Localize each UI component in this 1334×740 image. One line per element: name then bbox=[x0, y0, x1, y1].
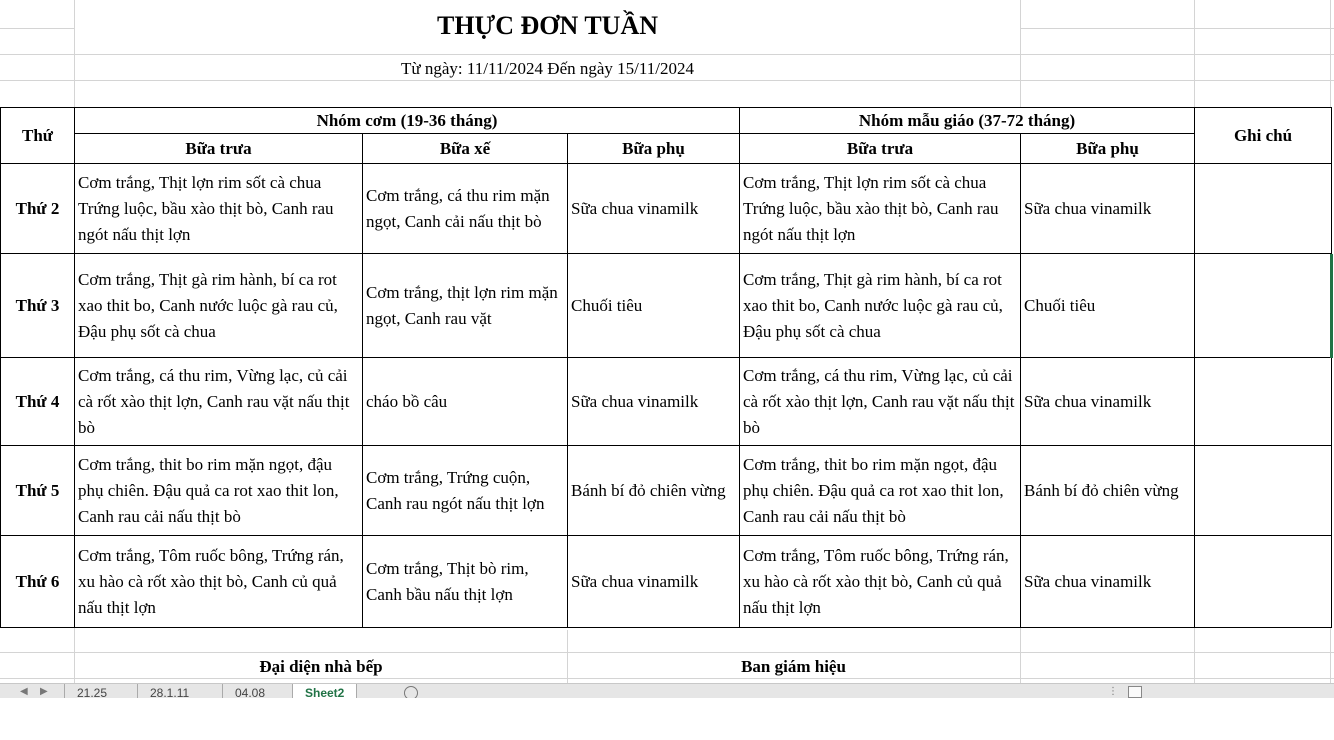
g2-snack-cell[interactable]: Sữa chua vinamilk bbox=[1021, 358, 1195, 446]
weekly-menu-table bbox=[0, 107, 1332, 628]
g1-lunch-cell[interactable]: Cơm trắng, cá thu rim, Vừng lạc, củ cải cà rốt xào thịt lợn, Canh rau vặt nấu thịt bò bbox=[75, 358, 363, 446]
selection-indicator bbox=[1330, 254, 1333, 358]
subheader-g2-snack[interactable]: Bữa phụ bbox=[1021, 134, 1195, 164]
g2-lunch-cell[interactable]: Cơm trắng, thit bo rim mặn ngọt, đậu phụ chiên. Đậu quả ca rot xao thit lon, Canh rau cải nấu thịt bò bbox=[740, 446, 1021, 536]
note-cell[interactable] bbox=[1195, 164, 1332, 254]
g1-afternoon-cell[interactable]: cháo bồ câu bbox=[363, 358, 568, 446]
g1-lunch-cell[interactable]: Cơm trắng, thit bo rim mặn ngọt, đậu phụ chiên. Đậu quả ca rot xao thit lon, Canh rau cải nấu thịt bò bbox=[75, 446, 363, 536]
g1-lunch-cell[interactable]: Cơm trắng, Thịt lợn rim sốt cà chua Trứng luộc, bầu xào thịt bò, Canh rau ngót nấu thịt lợn bbox=[75, 164, 363, 254]
g2-lunch-cell[interactable]: Cơm trắng, cá thu rim, Vừng lạc, củ cải cà rốt xào thịt lợn, Canh rau vặt nấu thịt bò bbox=[740, 358, 1021, 446]
g1-afternoon-cell[interactable]: Cơm trắng, Trứng cuộn, Canh rau ngót nấu thịt lợn bbox=[363, 446, 568, 536]
g1-lunch-cell[interactable]: Cơm trắng, Thịt gà rim hành, bí ca rot xao thit bo, Canh nước luộc gà rau củ, Đậu phụ sốt cà chua bbox=[75, 254, 363, 358]
day-cell[interactable]: Thứ 6 bbox=[1, 536, 75, 628]
table-row bbox=[1, 536, 1332, 628]
g2-snack-cell[interactable]: Chuối tiêu bbox=[1021, 254, 1195, 358]
day-cell[interactable]: Thứ 5 bbox=[1, 446, 75, 536]
table-row bbox=[1, 164, 1332, 254]
g1-afternoon-cell[interactable]: Cơm trắng, cá thu rim mặn ngọt, Canh cải nấu thịt bò bbox=[363, 164, 568, 254]
subheader-g1-snack[interactable]: Bữa phụ bbox=[568, 134, 740, 164]
g1-snack-cell[interactable]: Sữa chua vinamilk bbox=[568, 536, 740, 628]
g2-snack-cell[interactable]: Bánh bí đỏ chiên vừng bbox=[1021, 446, 1195, 536]
scroll-tabs-right-icon[interactable]: ▶ bbox=[40, 686, 48, 697]
g1-snack-cell[interactable]: Chuối tiêu bbox=[568, 254, 740, 358]
sheet-tab-28-1-11[interactable]: 28.1.11 bbox=[137, 684, 201, 698]
group1-header[interactable]: Nhóm cơm (19-36 tháng) bbox=[75, 108, 740, 134]
subheader-g1-lunch[interactable]: Bữa trưa bbox=[75, 134, 363, 164]
note-cell[interactable] bbox=[1195, 358, 1332, 446]
note-header[interactable]: Ghi chú bbox=[1195, 108, 1332, 164]
g2-snack-cell[interactable]: Sữa chua vinamilk bbox=[1021, 536, 1195, 628]
subheader-g2-lunch[interactable]: Bữa trưa bbox=[740, 134, 1021, 164]
plus-circle-icon[interactable] bbox=[404, 686, 418, 698]
note-cell[interactable] bbox=[1195, 446, 1332, 536]
subheader-g1-afternoon[interactable]: Bữa xế bbox=[363, 134, 568, 164]
note-cell[interactable] bbox=[1195, 254, 1332, 358]
g1-snack-cell[interactable]: Sữa chua vinamilk bbox=[568, 358, 740, 446]
board-signature: Ban giám hiệu bbox=[741, 657, 846, 676]
g1-snack-cell[interactable]: Sữa chua vinamilk bbox=[568, 164, 740, 254]
g1-afternoon-cell[interactable]: Cơm trắng, Thịt bò rim, Canh bầu nấu thịt lợn bbox=[363, 536, 568, 628]
g2-lunch-cell[interactable]: Cơm trắng, Thịt gà rim hành, bí ca rot xao thit bo, Canh nước luộc gà rau củ, Đậu phụ sốt cà chua bbox=[740, 254, 1021, 358]
day-header[interactable]: Thứ bbox=[1, 108, 75, 164]
note-cell[interactable] bbox=[1195, 536, 1332, 628]
g1-afternoon-cell[interactable]: Cơm trắng, thịt lợn rim mặn ngọt, Canh rau vặt bbox=[363, 254, 568, 358]
sheet-tab-21-25[interactable]: 21.25 bbox=[64, 684, 119, 698]
gridline bbox=[0, 54, 1334, 55]
g1-snack-cell[interactable]: Bánh bí đỏ chiên vừng bbox=[568, 446, 740, 536]
day-cell[interactable]: Thứ 2 bbox=[1, 164, 75, 254]
sheet-tab-04-08[interactable]: 04.08 bbox=[222, 684, 277, 698]
kitchen-signature: Đại diện nhà bếp bbox=[259, 657, 383, 676]
table-row bbox=[1, 358, 1332, 446]
table-row bbox=[1, 446, 1332, 536]
g2-lunch-cell[interactable]: Cơm trắng, Tôm ruốc bông, Trứng rán, xu hào cà rốt xào thịt bò, Canh củ quả nấu thịt lợn bbox=[740, 536, 1021, 628]
more-options-icon[interactable]: ⋮ bbox=[1108, 686, 1118, 697]
date-range: Từ ngày: 11/11/2024 Đến ngày 15/11/2024 bbox=[401, 59, 694, 78]
g1-lunch-cell[interactable]: Cơm trắng, Tôm ruốc bông, Trứng rán, xu hào cà rốt xào thịt bò, Canh củ quả nấu thịt lợn bbox=[75, 536, 363, 628]
sheet-tab-sheet2[interactable]: Sheet2 bbox=[292, 684, 357, 698]
page-title: THỰC ĐƠN TUẦN bbox=[436, 11, 658, 40]
group2-header[interactable]: Nhóm mẫu giáo (37-72 tháng) bbox=[740, 108, 1195, 134]
day-cell[interactable]: Thứ 3 bbox=[1, 254, 75, 358]
g2-lunch-cell[interactable]: Cơm trắng, Thịt lợn rim sốt cà chua Trứng luộc, bầu xào thịt bò, Canh rau ngót nấu thịt lợn bbox=[740, 164, 1021, 254]
day-cell[interactable]: Thứ 4 bbox=[1, 358, 75, 446]
gridline bbox=[0, 652, 1334, 653]
sheet-tab-bar bbox=[0, 683, 1334, 698]
scroll-tabs-left-icon[interactable]: ◀ bbox=[20, 686, 28, 697]
table-row bbox=[1, 254, 1332, 358]
g2-snack-cell[interactable]: Sữa chua vinamilk bbox=[1021, 164, 1195, 254]
horizontal-scrollbar[interactable] bbox=[1128, 686, 1142, 698]
